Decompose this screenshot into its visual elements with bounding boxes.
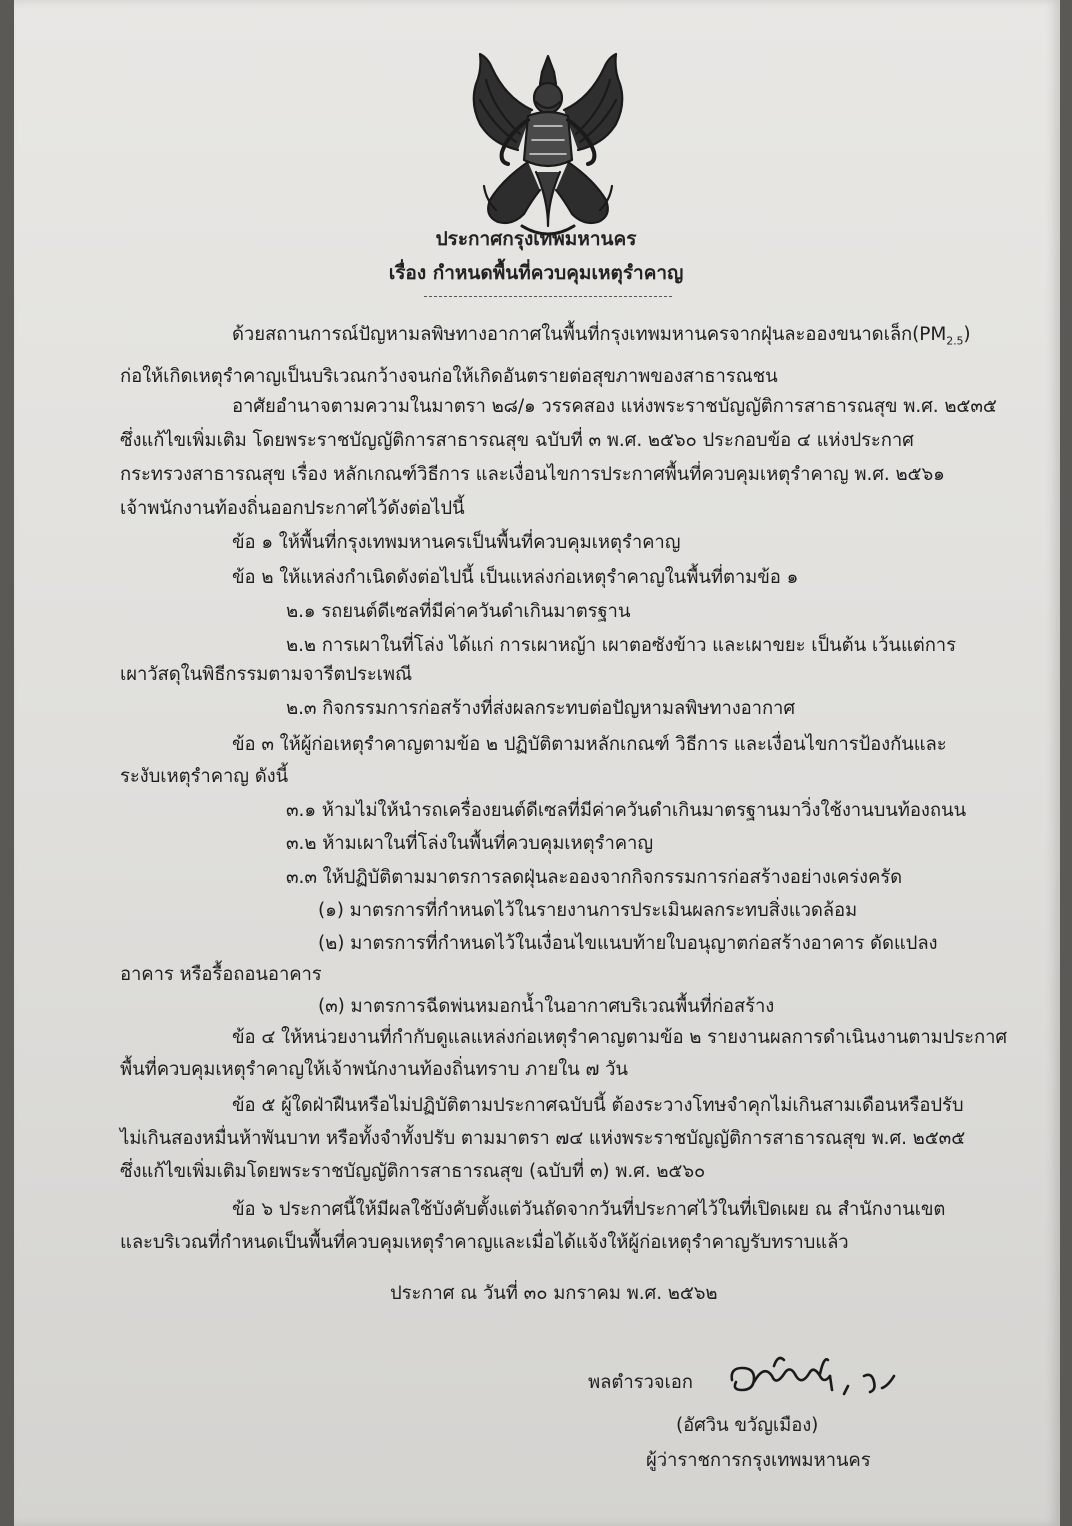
signature — [724, 1346, 904, 1402]
authority-line: อาศัยอำนาจตามความในมาตรา ๒๘/๑ วรรคสอง แห่งพระราชบัญญัติการสาธารณสุข พ.ศ. ๒๕๓๕ — [232, 396, 997, 417]
clause-2-3: ๒.๓ กิจกรรมการก่อสร้างที่ส่งผลกระทบต่อปัญหามลพิษทางอากาศ — [286, 698, 795, 719]
garuda-emblem-icon — [462, 50, 634, 246]
clause-4: ข้อ ๔ ให้หน่วยงานที่กำกับดูแลแหล่งก่อเหตุรำคาญตามข้อ ๒ รายงานผลการดำเนินงานตามประกาศ — [232, 1027, 1008, 1048]
clause-2-1: ๒.๑ รถยนต์ดีเซลที่มีค่าควันดำเกินมาตรฐาน — [286, 601, 631, 622]
preamble-text: ด้วยสถานการณ์ปัญหามลพิษทางอากาศในพื้นที่กรุงเทพมหานครจากฝุ่นละอองขนาดเล็ก(PM — [232, 324, 947, 345]
clause-2-2: ๒.๒ การเผาในที่โล่ง ได้แก่ การเผาหญ้า เผาตอซังข้าว และเผาขยะ เป็นต้น เว้นแต่การ — [286, 635, 956, 656]
clause-3-cont: ระงับเหตุรำคาญ ดังนี้ — [120, 766, 289, 787]
clause-3-1: ๓.๑ ห้ามไม่ให้นำรถเครื่องยนต์ดีเซลที่มีค่าควันดำเกินมาตรฐานมาวิ่งใช้งานบนท้องถนน — [286, 800, 967, 821]
clause-1: ข้อ ๑ ให้พื้นที่กรุงเทพมหานครเป็นพื้นที่ควบคุมเหตุรำคาญ — [232, 532, 681, 553]
preamble-line — [232, 320, 971, 349]
preamble-close: ) — [963, 324, 971, 345]
clause-3-2: ๓.๒ ห้ามเผาในที่โล่งในพื้นที่ควบคุมเหตุรำคาญ — [286, 833, 653, 854]
divider-line — [424, 296, 672, 297]
clause-5-cont: ซึ่งแก้ไขเพิ่มเติมโดยพระราชบัญญัติการสาธารณสุข (ฉบับที่ ๓) พ.ศ. ๒๕๖๐ — [120, 1161, 706, 1182]
clause-2: ข้อ ๒ ให้แหล่งกำเนิดดังต่อไปนี้ เป็นแหล่งก่อเหตุรำคาญในพื้นที่ตามข้อ ๑ — [232, 567, 799, 588]
document-title: ประกาศกรุงเทพมหานคร — [435, 228, 637, 250]
clause-2-2-cont: เผาวัสดุในพิธีกรรมตามจารีตประเพณี — [120, 664, 413, 685]
measure-2: (๒) มาตรการที่กำหนดไว้ในเงื่อนไขแนบท้ายใบอนุญาตก่อสร้างอาคาร ดัดแปลง — [318, 933, 938, 954]
clause-6-cont: และบริเวณที่กำหนดเป็นพื้นที่ควบคุมเหตุรำคาญและเมื่อได้แจ้งให้ผู้ก่อเหตุรำคาญรับทราบแล้ว — [120, 1232, 849, 1253]
clause-5: ข้อ ๕ ผู้ใดฝ่าฝืนหรือไม่ปฏิบัติตามประกาศฉบับนี้ ต้องระวางโทษจำคุกไม่เกินสามเดือนหรือปรับ — [232, 1095, 964, 1116]
pm-subscript: 2.5 — [946, 334, 964, 348]
clause-3-3: ๓.๓ ให้ปฏิบัติตามมาตรการลดฝุ่นละอองจากกิจกรรมการก่อสร้างอย่างเคร่งครัด — [286, 867, 903, 888]
document-subject: เรื่อง กำหนดพื้นที่ควบคุมเหตุรำคาญ — [388, 262, 684, 284]
signer-name: (อัศวิน ขวัญเมือง) — [676, 1415, 819, 1436]
measure-3: (๓) มาตรการฉีดพ่นหมอกน้ำในอากาศบริเวณพื้นที่ก่อสร้าง — [318, 996, 775, 1017]
measure-2-cont: อาคาร หรือรื้อถอนอาคาร — [120, 964, 322, 985]
signer-rank: พลตำรวจเอก — [588, 1372, 693, 1393]
clause-5-cont: ไม่เกินสองหมื่นห้าพันบาท หรือทั้งจำทั้งปรับ ตามมาตรา ๗๔ แห่งพระราชบัญญัติการสาธารณสุข พ.ศ. ๒๕๓๕ — [120, 1128, 966, 1149]
authority-line: กระทรวงสาธารณสุข เรื่อง หลักเกณฑ์วิธีการ และเงื่อนไขการประกาศพื้นที่ควบคุมเหตุรำคาญ พ.ศ. ๒๕๖๑ — [120, 464, 945, 485]
preamble-line: ก่อให้เกิดเหตุรำคาญเป็นบริเวณกว้างจนก่อให้เกิดอันตรายต่อสุขภาพของสาธารณชน — [120, 366, 778, 387]
measure-1: (๑) มาตรการที่กำหนดไว้ในรายงานการประเมินผลกระทบสิ่งแวดล้อม — [318, 900, 858, 921]
clause-4-cont: พื้นที่ควบคุมเหตุรำคาญให้เจ้าพนักงานท้องถิ่นทราบ ภายใน ๗ วัน — [120, 1059, 628, 1080]
authority-line: ซึ่งแก้ไขเพิ่มเติม โดยพระราชบัญญัติการสาธารณสุข ฉบับที่ ๓ พ.ศ. ๒๕๖๐ ประกอบข้อ ๔ แห่งประกาศ — [120, 430, 914, 451]
clause-3: ข้อ ๓ ให้ผู้ก่อเหตุรำคาญตามข้อ ๒ ปฏิบัติตามหลักเกณฑ์ วิธีการ และเงื่อนไขการป้องกันและ — [232, 734, 947, 755]
clause-6: ข้อ ๖ ประกาศนี้ให้มีผลใช้บังคับตั้งแต่วันถัดจากวันที่ประกาศไว้ในที่เปิดเผย ณ สำนักงานเขต — [232, 1199, 946, 1220]
announcement-date: ประกาศ ณ วันที่ ๓๐ มกราคม พ.ศ. ๒๕๖๒ — [390, 1283, 718, 1304]
authority-line: เจ้าพนักงานท้องถิ่นออกประกาศไว้ดังต่อไปนี้ — [120, 498, 465, 519]
signer-position: ผู้ว่าราชการกรุงเทพมหานคร — [646, 1450, 871, 1471]
